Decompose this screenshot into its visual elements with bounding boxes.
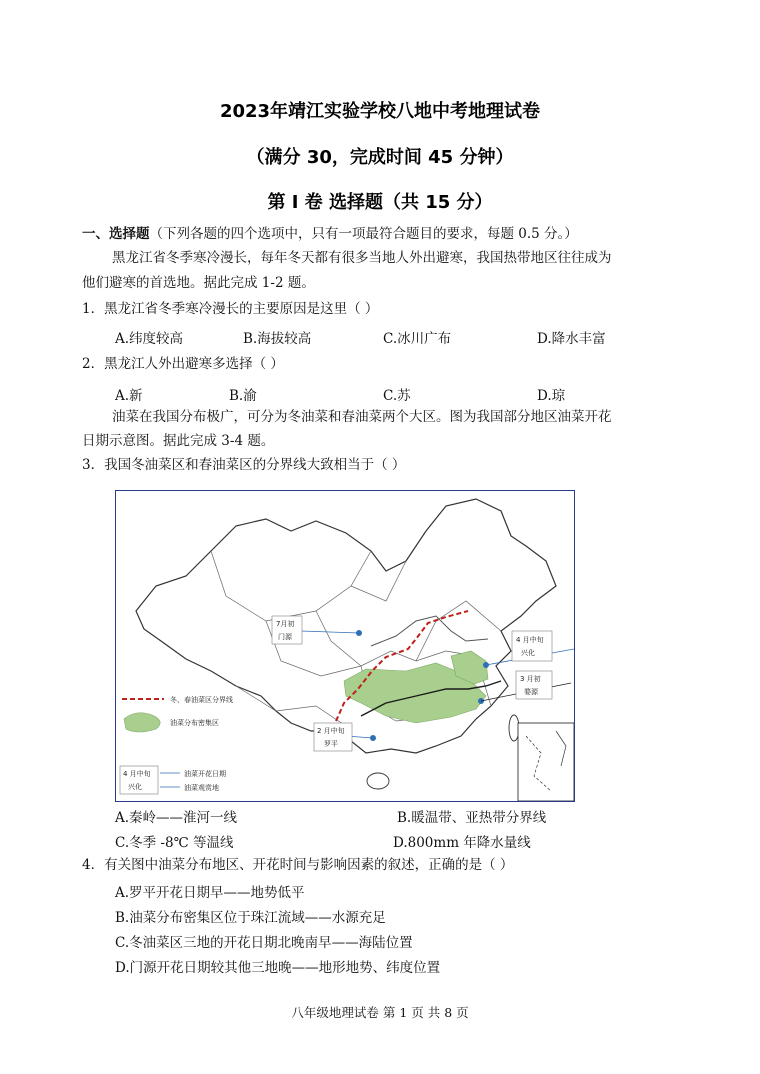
legend-place-desc: 油菜观赏地: [184, 784, 219, 792]
xinghua-date-label: 4 月中旬: [516, 636, 544, 644]
legend-area-text: 油菜分布密集区: [170, 719, 219, 727]
rapeseed-flowering-map: [115, 490, 575, 802]
china-outline: [136, 499, 556, 753]
question-4-option-c[interactable]: C.冬油菜区三地的开花日期北晚南早——海陆位置: [115, 935, 413, 951]
question-1-option-b[interactable]: B.海拔较高: [243, 331, 312, 347]
legend-sample-place: 兴化: [128, 783, 142, 791]
question-4-option-b[interactable]: B.油菜分布密集区位于珠江流域——水源充足: [115, 910, 386, 926]
question-3-option-a[interactable]: A.秦岭——淮河一线: [115, 810, 238, 826]
question-2-option-c[interactable]: C.苏: [383, 388, 411, 404]
passage2-line1: 油菜在我国分布极广，可分为冬油菜和春油菜两个大区。图为我国部分地区油菜开花: [112, 409, 612, 425]
part-heading: [82, 225, 578, 243]
section-title: 第 I 卷 选择题（共 15 分）: [267, 192, 493, 213]
menyuan-label: 门源: [278, 633, 292, 641]
question-4-option-d[interactable]: D.门源开花日期较其他三地晚——地形地势、纬度位置: [115, 960, 441, 976]
question-1-stem: 1．黑龙江省冬季寒冷漫长的主要原因是这里（ ）: [82, 301, 379, 317]
question-3-option-b[interactable]: B.暖温带、亚热带分界线: [397, 810, 547, 826]
passage2-line2: 日期示意图。据此完成 3-4 题。: [82, 433, 275, 449]
question-2-option-b[interactable]: B.渝: [229, 388, 257, 404]
menyuan-date-label: 7月初: [276, 620, 295, 628]
page-footer: 八年级地理试卷 第 1 页 共 8 页: [291, 1005, 469, 1020]
question-2-option-d[interactable]: D.琼: [537, 388, 566, 404]
passage1-line2: 他们避寒的首选地。据此完成 1-2 题。: [82, 275, 315, 291]
legend-sample-date: 4 月中旬: [123, 770, 151, 778]
exam-subtitle: （满分 30，完成时间 45 分钟）: [246, 147, 514, 168]
yellow-river: [371, 616, 488, 646]
question-3-option-c[interactable]: C.冬季 -8℃ 等温线: [115, 835, 234, 851]
question-1-option-c[interactable]: C.冰川广布: [383, 331, 452, 347]
luoping-label: 罗平: [324, 740, 338, 748]
legend-area-symbol: [124, 713, 160, 732]
part-label: 一、选择题: [82, 226, 150, 242]
south-china-sea-inset: [518, 723, 574, 801]
xinghua-label: 兴化: [521, 649, 535, 657]
question-3-option-d[interactable]: D.800mm 年降水量线: [393, 835, 531, 851]
question-4-option-a[interactable]: A.罗平开花日期早——地势低平: [115, 885, 305, 901]
part-instruction: （下列各题的四个选项中，只有一项最符合题目的要求，每题 0.5 分。）: [149, 226, 578, 242]
question-2-option-a[interactable]: A.新: [115, 388, 143, 404]
taiwan-island: [509, 715, 519, 741]
hainan-island: [367, 773, 389, 789]
legend-date-desc: 油菜开花日期: [184, 770, 226, 778]
luoping-date-label: 2 月中旬: [317, 727, 345, 735]
question-3-stem: 3．我国冬油菜区和春油菜区的分界线大致相当于（ ）: [82, 457, 406, 473]
wuyuan-label: 婺源: [524, 688, 538, 696]
question-1-option-a[interactable]: A.纬度较高: [115, 331, 184, 347]
question-2-stem: 2．黑龙江人外出避寒多选择（ ）: [82, 356, 284, 372]
question-1-option-d[interactable]: D.降水丰富: [537, 331, 606, 347]
exam-title: 2023年靖江实验学校八地中考地理试卷: [219, 101, 541, 122]
passage1-line1: 黑龙江省冬季寒冷漫长，每年冬天都有很多当地人外出避寒，我国热带地区往往成为: [112, 250, 612, 266]
question-4-stem: 4．有关图中油菜分布地区、开花时间与影响因素的叙述，正确的是（ ）: [82, 857, 514, 873]
wuyuan-date-label: 3 月初: [520, 675, 541, 683]
china-map-svg: [116, 491, 575, 802]
legend-boundary-text: 冬、春油菜区分界线: [170, 696, 233, 704]
